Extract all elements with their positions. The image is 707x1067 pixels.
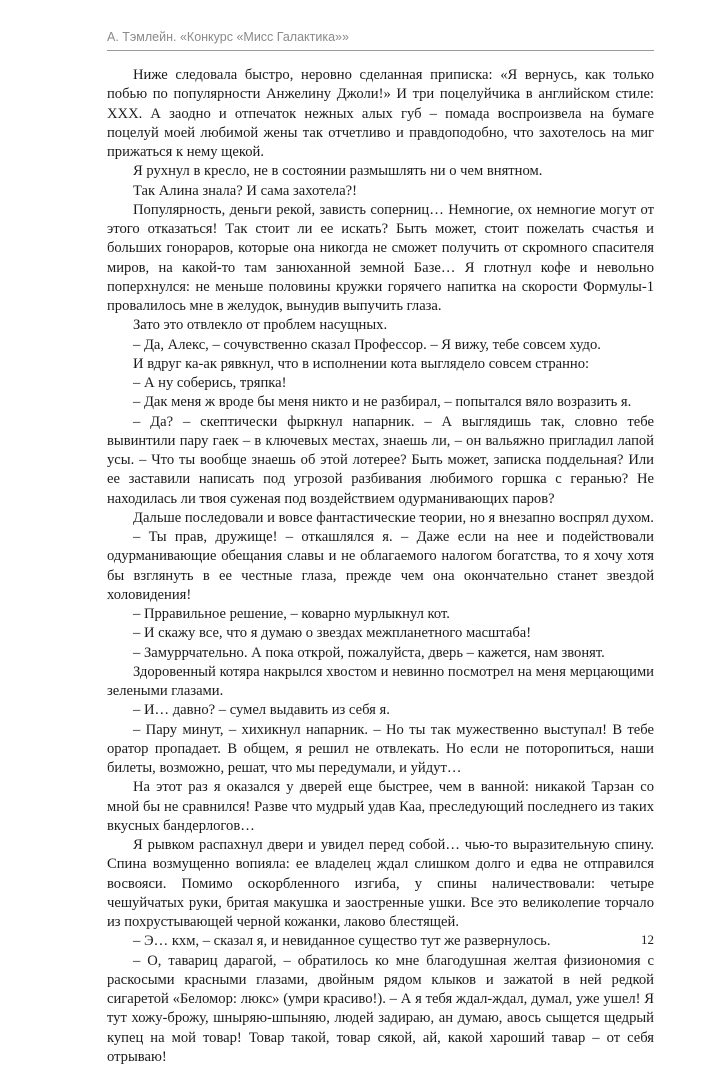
paragraph: – Прравильное решение, – коварно мурлыкнул кот.	[107, 605, 654, 624]
paragraph: – Да, Алекс, – сочувственно сказал Профессор. – Я вижу, тебе совсем худо.	[107, 336, 654, 355]
paragraph: – Да? – скептически фыркнул напарник. – А выглядишь так, словно тебе вывинтили пару гаек – в ключевых местах, знаешь ли, – он вальяжно пригладил лапой усы. – Что ты вообще знаешь об этой лотерее? Быть может, записка поддельная? Или ее заставили написать под угрозой разбивания любимого горшка с геранью? Не находилась ли твоя суженая под воздействием одурманивающих паров?	[107, 413, 654, 509]
paragraph: Так Алина знала? И сама захотела?!	[107, 182, 654, 201]
paragraph: На этот раз я оказался у дверей еще быстрее, чем в ванной: никакой Тарзан со мной бы не сравнился! Разве что мудрый удав Каа, преследующий последнего из таких вкусных бандерлогов…	[107, 778, 654, 836]
paragraph: Ниже следовала быстро, неровно сделанная приписка: «Я вернусь, как только побью по популярности Анжелину Джоли!» И три поцелуйчика в английском стиле: XXX. А заодно и отпечаток нежных алых губ – помада воспроизвела на бумаге поцелуй моей любимой жены так отчетливо и правдоподобно, что захотелось на миг прижаться к нему щекой.	[107, 66, 654, 162]
running-title: А. Тэмлейн. «Конкурс «Мисс Галактика»»	[107, 30, 349, 44]
paragraph: Я рухнул в кресло, не в состоянии размышлять ни о чем внятном.	[107, 162, 654, 181]
paragraph: И вдруг ка-ак рявкнул, что в исполнении кота выглядело совсем странно:	[107, 355, 654, 374]
paragraph: Популярность, деньги рекой, зависть соперниц… Немногие, ох немногие могут от этого отказаться! Так стоит ли ее искать? Быть может, стоит пожелать счастья и больших гонораров, которые она никогда не сможет получить от скромного спасителя миров, на какой-то там занюханной земной Базе… Я глотнул кофе и невольно поперхнулся: не меньше половины кружки горячего напитка на скорости Формулы-1 провалилось мне в желудок, вынудив выпучить глаза.	[107, 201, 654, 317]
header-divider	[107, 50, 654, 51]
paragraph: – О, тавариц дарагой, – обратилось ко мне благодушная желтая физиономия с раскосыми красными глазами, двойным рядом клыков и зажатой в ней редкой сигаретой «Беломор: люкс» (умри красиво!). – А я тебя ждал-ждал, думал, уже ушел! Я тут хожу-брожу, шныряю-шпыняю, людей задираю, ан думаю, авось сыщется щедрый купец на мой товар! Товар такой, товар сякой, ай, какой хароший тавар – от себя отрываю!	[107, 952, 654, 1067]
paragraph: Здоровенный котяра накрылся хвостом и невинно посмотрел на меня мерцающими зелеными глазами.	[107, 663, 654, 702]
paragraph: – Замуррчательно. А пока открой, пожалуйста, дверь – кажется, нам звонят.	[107, 644, 654, 663]
paragraph: Зато это отвлекло от проблем насущных.	[107, 316, 654, 335]
paragraph: – Ты прав, дружище! – откашлялся я. – Даже если на нее и подействовали одурманивающие обещания славы и не облагаемого налогом богатства, то я хочу хотя бы взглянуть в ее честные глаза, прежде чем она окончательно станет звездой холовидения!	[107, 528, 654, 605]
paragraph: – Пару минут, – хихикнул напарник. – Но ты так мужественно выступал! В тебе оратор пропадает. В общем, я решил не отвлекать. Но если не поторопиться, наши билеты, возможно, решат, что мы передумали, и уйдут…	[107, 721, 654, 779]
paragraph: – И скажу все, что я думаю о звездах межпланетного масштаба!	[107, 624, 654, 643]
paragraph: – Дак меня ж вроде бы меня никто и не разбирал, – попытался вяло возразить я.	[107, 393, 654, 412]
paragraph: – А ну соберись, тряпка!	[107, 374, 654, 393]
paragraph: Дальше последовали и вовсе фантастические теории, но я внезапно воспрял духом.	[107, 509, 654, 528]
text-body	[107, 66, 654, 1067]
paragraph: – И… давно? – сумел выдавить из себя я.	[107, 701, 654, 720]
paragraph: – Э… кхм, – сказал я, и невиданное существо тут же развернулось.	[107, 932, 654, 951]
page-number: 12	[641, 932, 654, 948]
paragraph: Я рывком распахнул двери и увидел перед собой… чью-то выразительную спину. Спина возмущенно вопияла: ее владелец ждал слишком долго и едва не отправился восвояси. Помимо оскорбленного изгиба, у спины наличествовали: четыре чешуйчатых руки, бритая макушка и заостренные ушки. Все это великолепие торчало из похрустывающей черной кожанки, лаково блестящей.	[107, 836, 654, 932]
